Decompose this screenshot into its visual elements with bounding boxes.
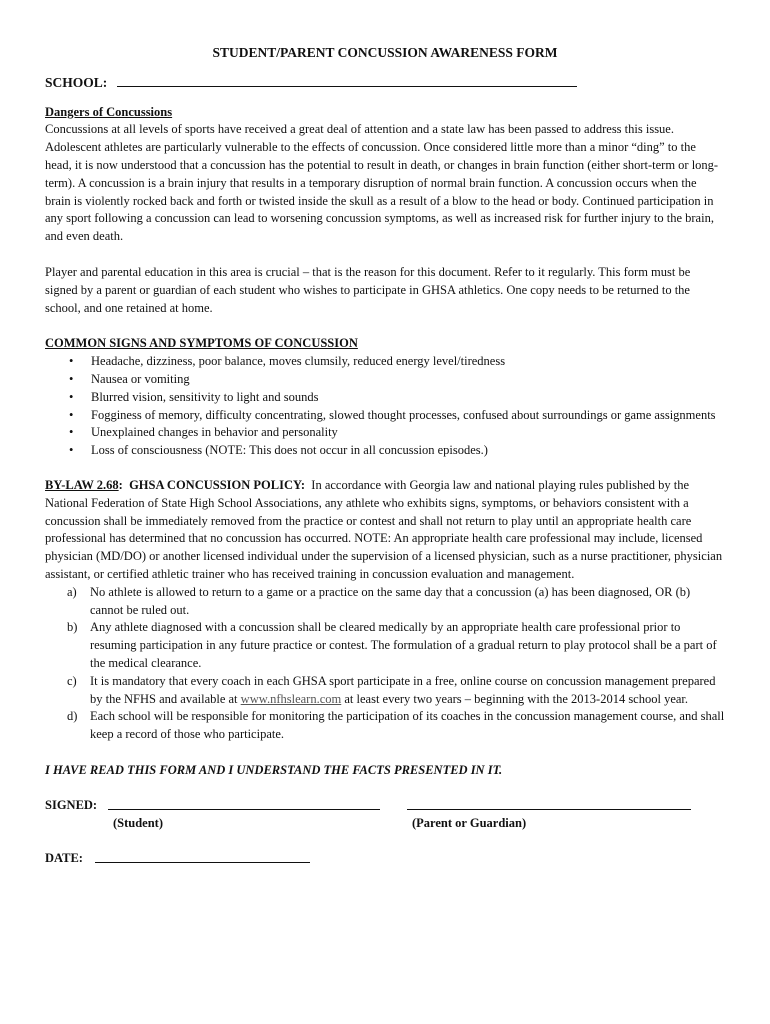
signed-label: SIGNED: — [45, 797, 98, 812]
bylaw-colon: : — [118, 477, 123, 492]
policy-list — [45, 584, 725, 744]
student-signature-line[interactable] — [108, 797, 380, 810]
acknowledgement-statement: I HAVE READ THIS FORM AND I UNDERSTAND THE FACTS PRESENTED IN IT. — [45, 762, 503, 777]
date-block — [45, 850, 725, 870]
parent-signature-line[interactable] — [407, 797, 691, 810]
list-marker: b) — [67, 620, 78, 635]
list-item — [67, 673, 725, 709]
form-title: STUDENT/PARENT CONCUSSION AWARENESS FORM — [212, 45, 558, 60]
policy-item-text: No athlete is allowed to return to a game or a practice on the same day that a concussion (a) has been diagnosed, OR (b) cannot be ruled out. — [90, 584, 691, 617]
list-item — [69, 353, 725, 371]
school-input-line[interactable] — [117, 74, 577, 87]
symptom-text: Fogginess of memory, difficulty concentrating, slowed thought processes, confused about surroundings or game assignments — [91, 407, 716, 422]
bullet-icon: • — [69, 389, 74, 404]
bullet-icon: • — [69, 425, 74, 440]
bylaw-reference: BY-LAW 2.68 — [45, 477, 119, 492]
symptoms-heading: COMMON SIGNS AND SYMPTOMS OF CONCUSSION — [45, 336, 358, 351]
list-marker: d) — [67, 709, 78, 724]
policy-item-text: It is mandatory that every coach in each GHSA sport participate in a free, online course on concussion management prepared by the NFHS and available at — [90, 673, 716, 706]
concussion-form — [45, 44, 725, 870]
symptom-text: Unexplained changes in behavior and personality — [91, 425, 338, 440]
signature-block — [45, 797, 725, 837]
symptom-text: Nausea or vomiting — [91, 371, 190, 386]
symptom-text: Blurred vision, sensitivity to light and sounds — [91, 389, 319, 404]
symptom-text: Headache, dizziness, poor balance, moves clumsily, reduced energy level/tiredness — [91, 354, 506, 369]
symptom-text: Loss of consciousness (NOTE: This does not occur in all concussion episodes.) — [91, 443, 488, 458]
date-label: DATE: — [45, 850, 83, 865]
policy-item-text: at least every two years – beginning with the 2013-2014 school year. — [341, 691, 689, 706]
policy-intro: In accordance with Georgia law and national playing rules published by the National Federation of State High School Associations, any athlete who exhibits signs, symptoms, or behaviors consistent with a concussion shall be immediately removed from the practice or contest and shall not return to play until an appropriate health care professional has determined that no concussion has occurred. NOTE: An appropriate health care professional may include, licensed physician (MD/DO) or another licensed individual under the supervision of a licensed physician, such as a nurse practitioner, physician assistant, or certified athletic trainer who has received training in concussion evaluation and management. — [45, 477, 723, 581]
bullet-icon: • — [69, 371, 74, 386]
education-paragraph: Player and parental education in this area is crucial – that is the reason for this document. Refer to it regularly. This form must be signed by a parent or guardian of each student who wishes to participate in GHSA athletics. One copy needs to be returned to the school, and one retained at home. — [45, 264, 691, 315]
list-marker: c) — [67, 673, 77, 688]
parent-caption: (Parent or Guardian) — [412, 815, 527, 830]
list-item — [67, 708, 725, 744]
symptoms-list — [45, 353, 725, 460]
student-caption: (Student) — [113, 815, 164, 830]
policy-item-text: Each school will be responsible for monitoring the participation of its coaches in the concussion management course, and shall keep a record of those who participate. — [90, 709, 725, 742]
policy-item-text: Any athlete diagnosed with a concussion shall be cleared medically by an appropriate health care professional prior to resuming participation in any future practice or contest. The formulation of a gradual return to play protocol shall be a part of the medical clearance. — [90, 620, 717, 670]
list-item — [69, 389, 725, 407]
list-item — [69, 407, 725, 425]
list-item — [69, 424, 725, 442]
policy-paragraph — [45, 477, 725, 584]
policy-title: GHSA CONCUSSION POLICY: — [129, 477, 306, 492]
dangers-heading: Dangers of Concussions — [45, 104, 173, 119]
school-label: SCHOOL: — [45, 74, 108, 90]
bullet-icon: • — [69, 407, 74, 422]
bullet-icon: • — [69, 443, 74, 458]
list-marker: a) — [67, 584, 77, 599]
date-input-line[interactable] — [95, 850, 310, 863]
dangers-paragraph: Concussions at all levels of sports have received a great deal of attention and a state law has been passed to address this issue. Adolescent athletes are particularly vulnerable to the effects of concussion. Once considered little more than a minor “ding” to the head, it is now understood that a concussion has the potential to result in death, or changes in brain function (either short-term or long-term). A concussion is a brain injury that results in a temporary disruption of normal brain function. A concussion occurs when the brain is violently rocked back and forth or twisted inside the skull as a result of a blow to the head or body. Continued participation in any sport following a concussion can lead to worsening concussion symptoms, as well as increased risk for further injury to the brain, and even death. — [45, 122, 719, 244]
list-item — [67, 584, 725, 620]
list-item — [67, 619, 725, 672]
list-item — [69, 442, 725, 460]
nfhslearn-link[interactable]: www.nfhslearn.com — [240, 691, 342, 706]
bullet-icon: • — [69, 354, 74, 369]
school-field — [45, 74, 725, 92]
list-item — [69, 371, 725, 389]
